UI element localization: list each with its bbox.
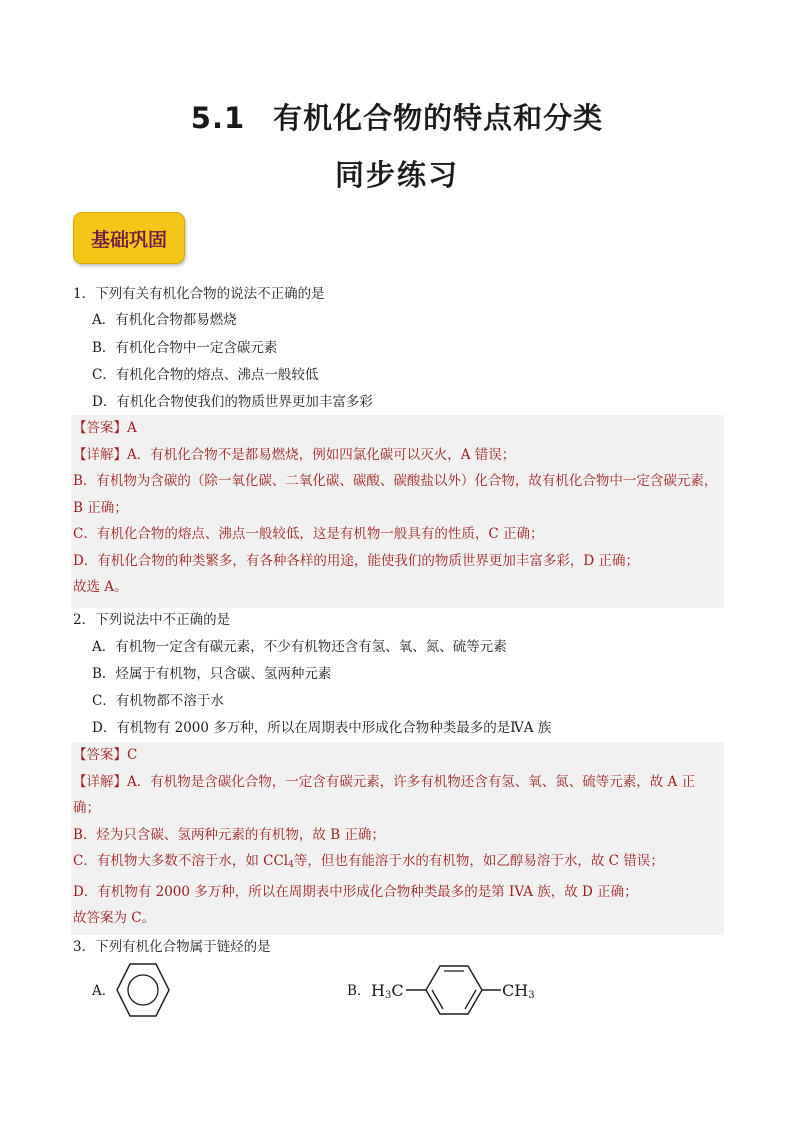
detail-tag: 【详解】 bbox=[73, 446, 127, 463]
methyl-left bbox=[371, 981, 404, 1001]
page-subtitle: 同步练习 bbox=[334, 158, 459, 192]
q1-stem: 1．下列有关有机化合物的说法不正确的是 bbox=[73, 286, 325, 302]
q1-answer: A bbox=[127, 420, 137, 436]
answer-tag: 【答案】 bbox=[73, 420, 127, 436]
benzene-ring-structure bbox=[112, 960, 174, 1020]
q2-detail-line: A．有机物是含碳化合物，一定含有碳元素，许多有机物还含有氢、氧、氮、硫等元素，故 A 正 bbox=[127, 773, 696, 790]
q2-detail-c-text: C．有机物大多数不溶于水，如 CCl bbox=[73, 853, 289, 869]
q1-detail-row bbox=[71, 442, 724, 469]
q1-option-c: C．有机化合物的熔点、沸点一般较低 bbox=[92, 367, 319, 383]
q1-detail-line: B 正确； bbox=[73, 499, 128, 516]
chapter-number: 5.1 bbox=[190, 101, 246, 135]
q1-option-b: B．有机化合物中一定含碳元素 bbox=[92, 340, 278, 356]
methyl-left-h: H bbox=[371, 981, 385, 1000]
q2-detail-c-sub: 4 bbox=[288, 860, 294, 870]
q1-option-d: D．有机化合物使我们的物质世界更加丰富多彩 bbox=[92, 394, 373, 410]
page-title bbox=[0, 96, 794, 137]
methyl-right-ch: CH bbox=[502, 981, 529, 1000]
q2-detail-line: D．有机物有 2000 多万种，所以在周期表中形成化合物种类最多的是第 IVA 族，故 D 正确； bbox=[73, 883, 638, 900]
q1-option-a: A．有机化合物都易燃烧 bbox=[92, 312, 237, 328]
q1-detail-line: D．有机化合物的种类繁多，有各种各样的用途，能使我们的物质世界更加丰富多彩，D 正确； bbox=[73, 552, 639, 569]
section-badge: 基础巩固 bbox=[73, 212, 185, 264]
q2-detail-line bbox=[71, 848, 724, 879]
q1-detail-line: B．有机物为含碳的（除一氧化碳、二氧化碳、碳酸、碳酸盐以外）化合物，故有机化合物中一定含碳元素， bbox=[73, 473, 718, 489]
q2-option-a: A．有机物一定含有碳元素，不少有机物还含有氢、氧、氮、硫等元素 bbox=[92, 639, 507, 655]
q2-option-c: C．有机物都不溶于水 bbox=[92, 693, 224, 709]
q2-detail-line: B．烃为只含碳、氢两种元素的有机物，故 B 正确； bbox=[73, 826, 385, 843]
q1-answer-block bbox=[71, 415, 724, 608]
q2-answer-row bbox=[71, 742, 724, 769]
q2-option-d: D．有机物有 2000 多万种，所以在周期表中形成化合物种类最多的是ⅣA 族 bbox=[92, 720, 552, 736]
methyl-left-c: C bbox=[391, 981, 404, 1000]
q3-stem: 3．下列有机化合物属于链烃的是 bbox=[73, 939, 271, 955]
q1-detail-line: 故选 A。 bbox=[73, 579, 128, 595]
q2-option-b: B．烃属于有机物，只含碳、氢两种元素 bbox=[92, 666, 332, 682]
para-xylene-ring-structure bbox=[404, 958, 504, 1022]
q2-answer-block bbox=[71, 742, 724, 935]
answer-tag: 【答案】 bbox=[73, 747, 127, 763]
q2-detail-line: 故答案为 C。 bbox=[73, 910, 156, 926]
methyl-left-sub: 3 bbox=[384, 990, 392, 1001]
q1-detail-line: C．有机化合物的熔点、沸点一般较低，这是有机物一般具有的性质，C 正确； bbox=[73, 526, 544, 542]
q2-detail-line: 确； bbox=[73, 800, 100, 816]
q3-option-a-label: A． bbox=[92, 983, 116, 999]
methyl-right-sub: 3 bbox=[528, 990, 535, 1001]
q2-detail-row bbox=[71, 769, 724, 796]
q3-option-b-label: B． bbox=[347, 983, 371, 999]
q2-stem: 2．下列说法中不正确的是 bbox=[73, 612, 231, 628]
detail-tag: 【详解】 bbox=[73, 773, 127, 790]
q1-answer-row bbox=[71, 415, 724, 442]
title-main: 有机化合物的特点和分类 bbox=[273, 101, 604, 135]
q2-detail-c-tail: 等，但也有能溶于水的有机物，如乙醇易溶于水，故 C 错误； bbox=[293, 853, 664, 869]
q1-detail-line: A．有机化合物不是都易燃烧，例如四氯化碳可以灭火，A 错误； bbox=[127, 446, 516, 463]
methyl-right bbox=[502, 981, 535, 1001]
q2-answer: C bbox=[127, 747, 138, 763]
